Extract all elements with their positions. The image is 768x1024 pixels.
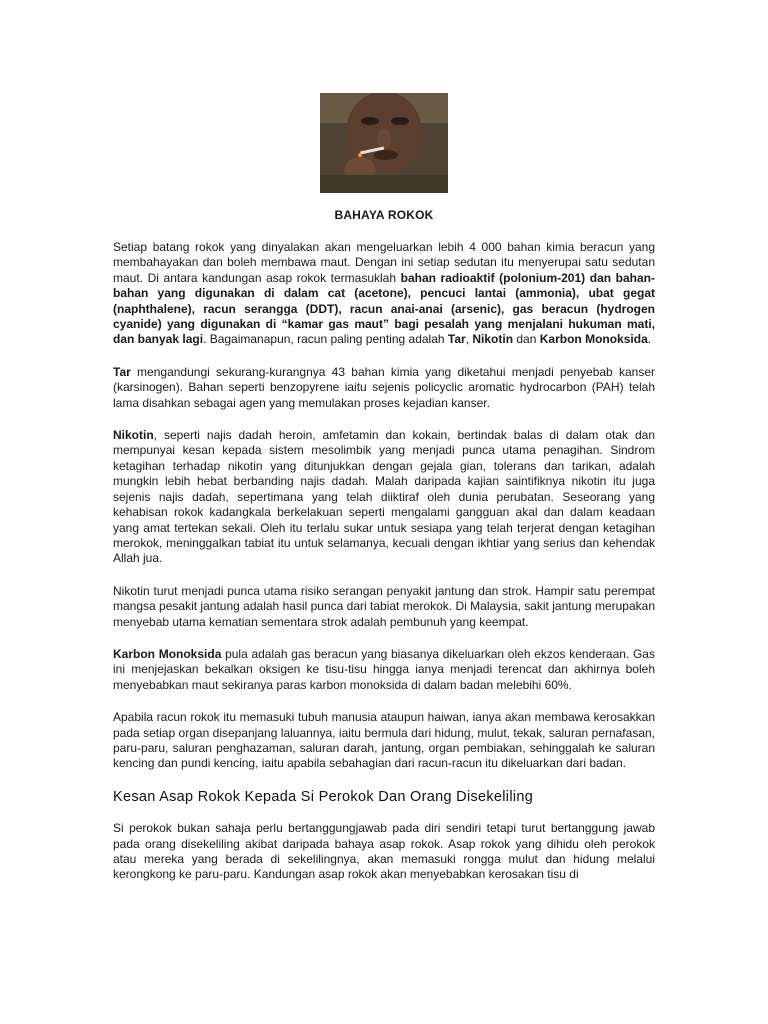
bold-run: Tar — [113, 364, 131, 379]
paragraph-intro — [113, 240, 655, 348]
text-run: mengandungi sekurang-kurangnya 43 bahan kimia yang diketahui menjadi penyebab kanser (karsinogen). Bahan seperti benzopyrene iaitu sejenis policyclic aromatic hydrocarbon (PAH) telah lama disahkan sebagai agen yang memulakan proses kejadian kanser. — [113, 364, 655, 410]
text-run: pula adalah gas beracun yang biasanya dikeluarkan oleh ekzos kenderaan. Gas ini menjejaskan bekalkan oksigen ke tisu-tisu hingga ianya menjadi terencat dan akhirnya boleh menyebabkan maut sekiranya paras karbon monoksida di dalam badan melebihi 60%. — [113, 646, 655, 692]
text-run: , seperti najis dadah heroin, amfetamin dan kokain, bertindak balas di dalam otak dan mempunyai kesan kepada sistem mesolimbik yang menjadi punca utama penagihan. Sindrom ketagihan terhadap nikotin yang ditunjukkan dengan gejala gian, tolerans dan tarikan, adalah mungkin lebih hebat berbanding najis dadah. Malah daripada kajian saintifiknya nikotin itu juga sejenis najis dadah, sepertimana yang telah diiktiraf oleh dunia perubatan. Seseorang yang kehabisan rokok kadangkala berkelakuan seperti mengalami gangguan akal dan dalam keadaan yang amat tertekan sekali. Oleh itu terlalu sukar untuk sesiapa yang telah terjerat dengan ketagihan merokok, meninggalkan tabiat itu untuk selamanya, kecuali dengan ikhtiar yang serius dan kehendak Allah jua. — [113, 428, 655, 566]
text-run: Setiap batang rokok yang dinyalakan akan mengeluarkan lebih 4 000 bahan kimia beracun yang membahayakan dan boleh membawa maut. Dengan ini setiap sedutan itu menyerupai satu sedutan maut. Di antara kandungan asap rokok termasuklah — [113, 240, 655, 285]
paragraph-karbon-monoksida — [113, 647, 655, 693]
text-run: Nikotin turut menjadi punca utama risiko serangan penyakit jantung dan strok. Hampir satu perempat mangsa pesakit jantung adalah hasil punca dari tabiat merokok. Di Malaysia, sakit jantung merupakan menyebab utama kematian sementara strok adalah pembunuh yang keempat. — [113, 583, 655, 629]
paragraph-tar — [113, 365, 655, 411]
text-run: . Bagaimanapun, racun paling penting adalah — [203, 332, 448, 347]
paragraph-jantung — [113, 584, 655, 630]
text-run: , — [465, 332, 473, 347]
bold-run: bahan radioaktif (polonium-201) dan bahan-bahan yang digunakan di dalam cat (acetone), pencuci lantai (ammonia), ubat gegat (naphthalene), racun serangga (DDT), racun anai-anai (arsenic), gas beracun (hydrogen cyanide) yang digunakan di “kamar gas maut” bagi pesalah yang menjalani hukuman mati, dan banyak lagi — [113, 270, 655, 347]
text-run: dan — [513, 332, 540, 347]
paragraph-kesan-asap — [113, 821, 655, 883]
photo-illustration — [320, 93, 448, 193]
bold-run: Karbon Monoksida — [113, 646, 222, 661]
bold-run: Karbon Monoksida — [539, 332, 648, 347]
document-title: BAHAYA ROKOK — [334, 208, 434, 222]
text-run: . — [647, 332, 652, 347]
paragraph-racun-tubuh — [113, 710, 655, 772]
bold-run: Tar — [447, 332, 466, 347]
section-heading: Kesan Asap Rokok Kepada Si Perokok Dan Orang Disekeliling — [113, 788, 534, 805]
document-body — [113, 240, 655, 900]
bold-run: Nikotin — [113, 428, 154, 443]
man-smoking-photo — [320, 93, 448, 193]
paragraph-nikotin — [113, 428, 655, 567]
text-run: Si perokok bukan sahaja perlu bertanggungjawab pada diri sendiri tetapi turut bertanggung jawab pada orang disekeliling akibat daripada bahaya asap rokok. Asap rokok yang dihidu oleh perokok atau mereka yang berada di sekelilingnya, akan memasuki rongga mulut dan hidung melalui kerongkong ke paru-paru. Kandungan asap rokok akan menyebabkan kerosakan tisu di — [113, 821, 655, 882]
bold-run: Nikotin — [472, 332, 514, 347]
text-run: Apabila racun rokok itu memasuki tubuh manusia ataupun haiwan, ianya akan membawa kerosakkan pada setiap organ disepanjang laluannya, iaitu bermula dari hidung, mulut, tekak, saluran pernafasan, paru-paru, saluran penghazaman, saluran darah, jantung, organ pembiakan, sehinggalah ke saluran kencing dan pundi kencing, iaitu apabila sebahagian dari racun-racun itu dikeluarkan dari badan. — [113, 710, 655, 771]
